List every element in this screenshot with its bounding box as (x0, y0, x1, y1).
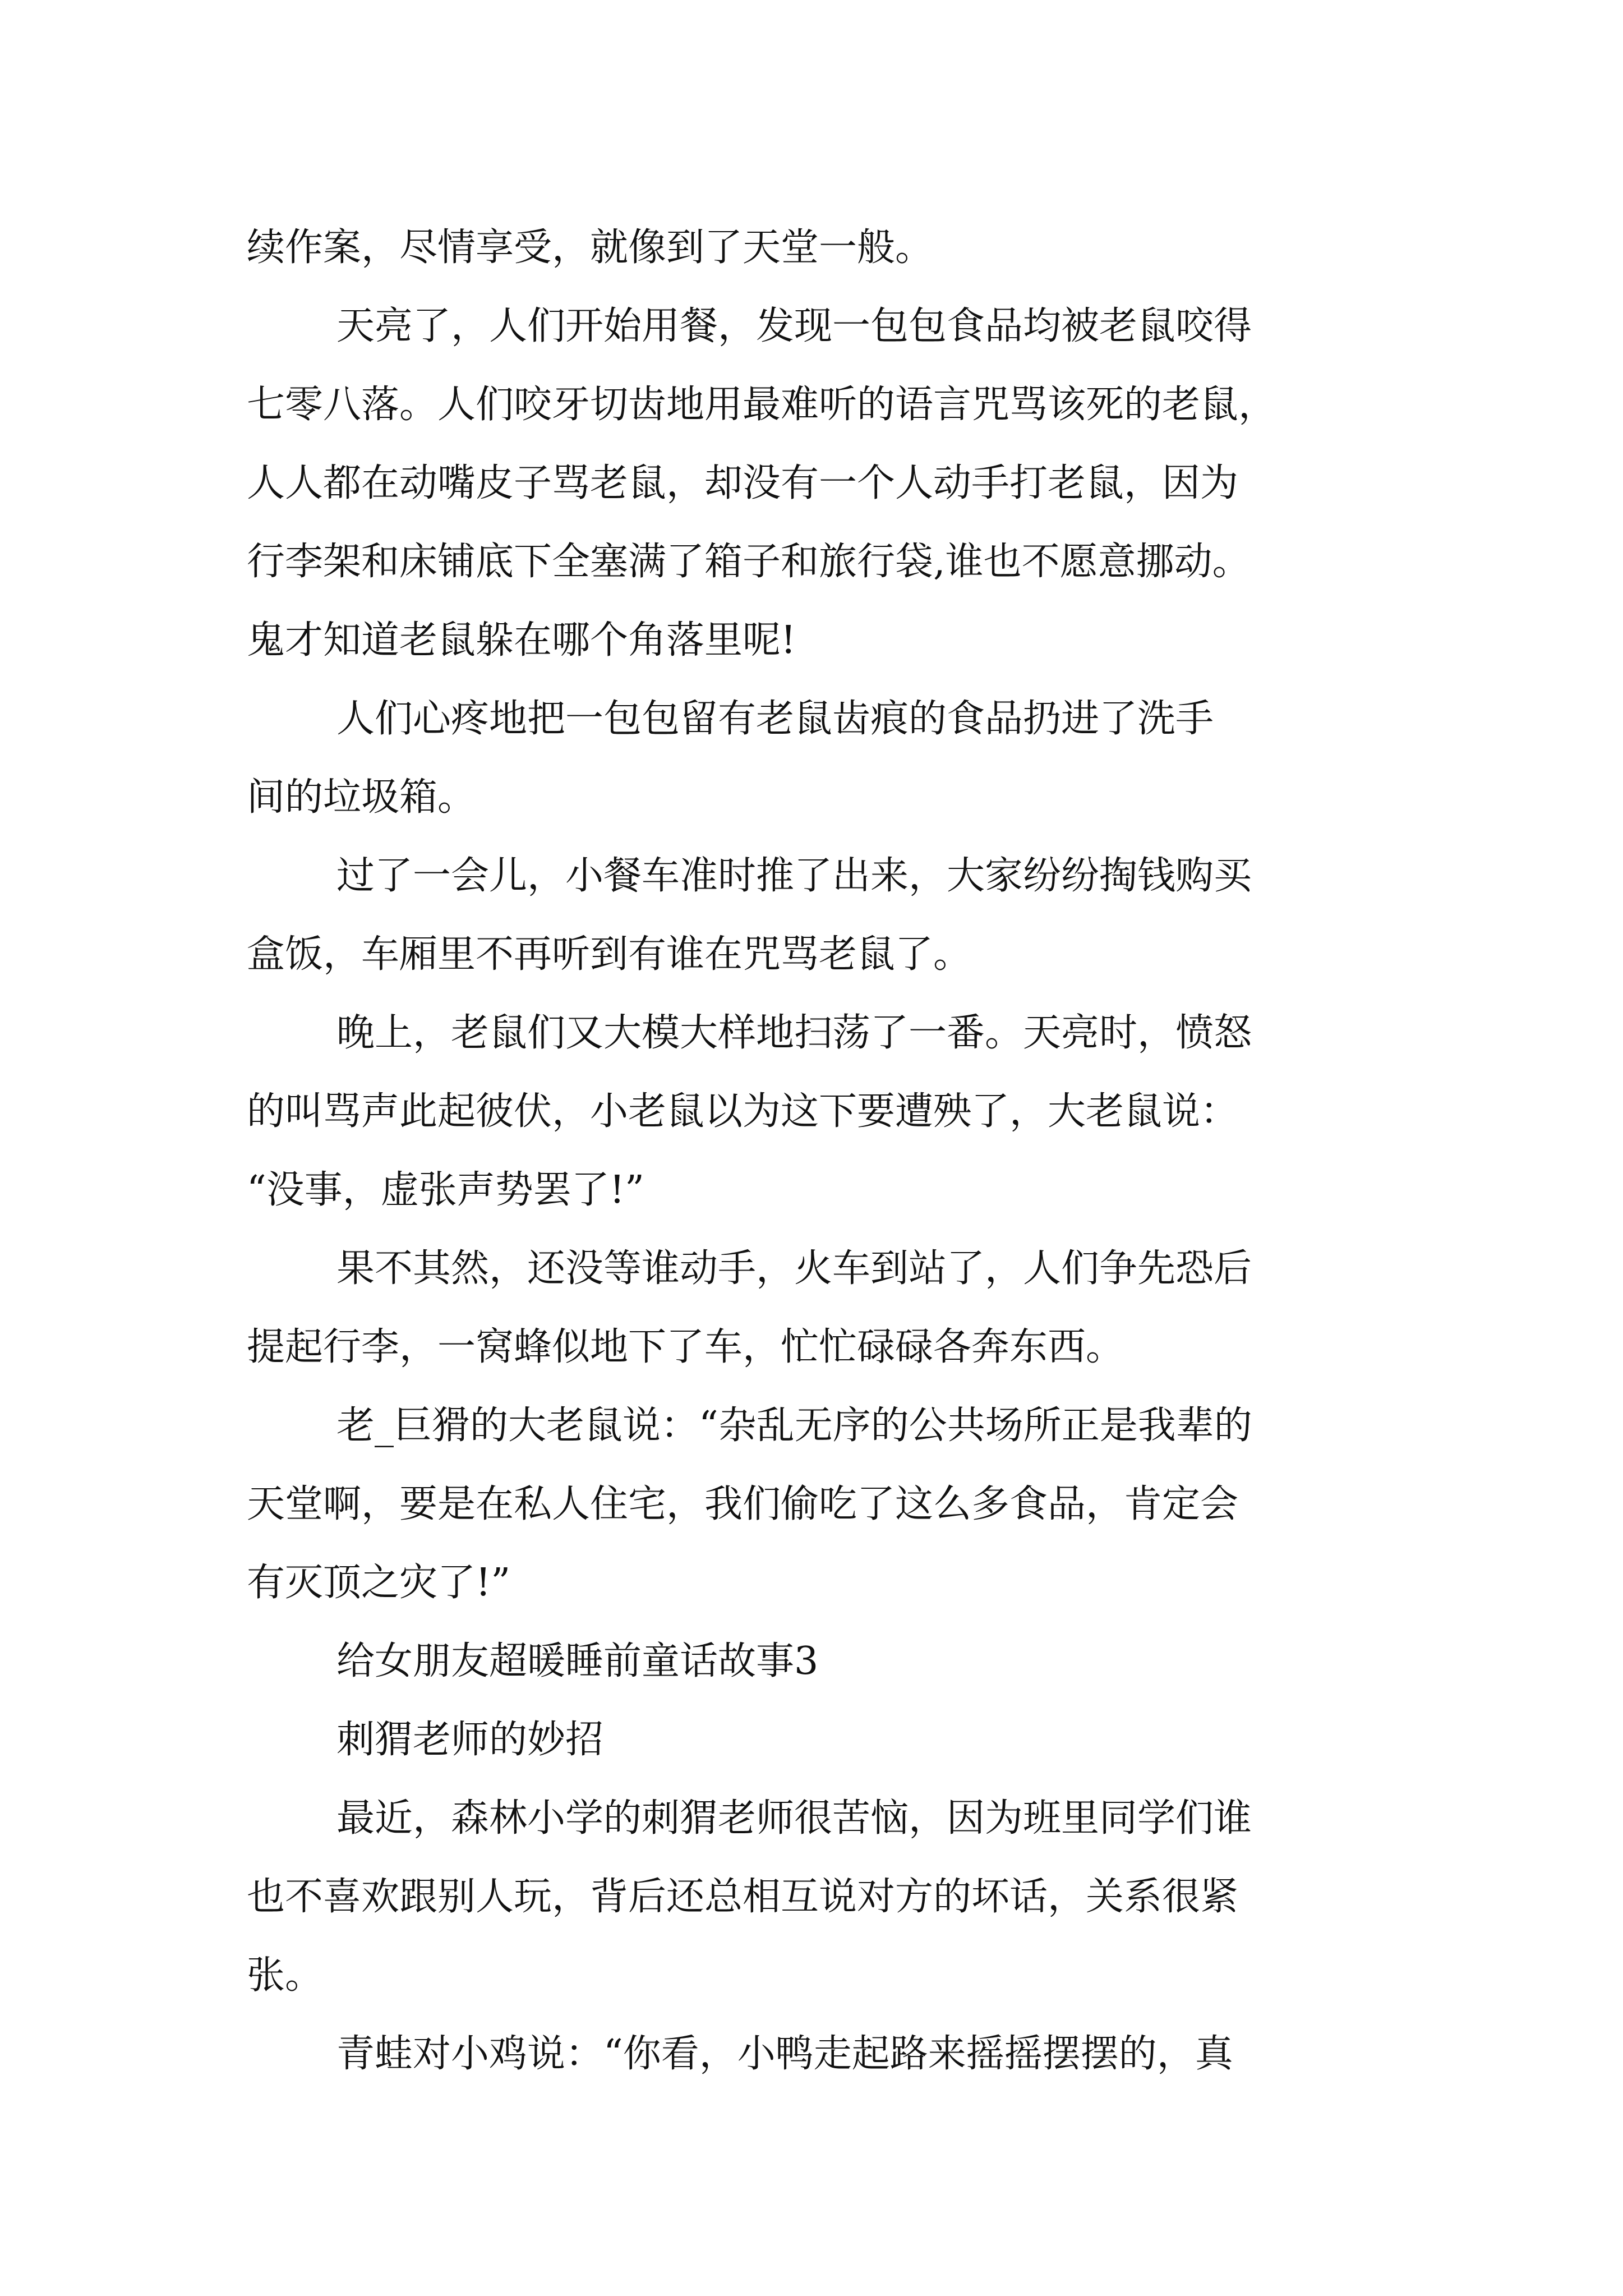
text-line: 提起行李，一窝蜂似地下了车，忙忙碌碌各奔东西。 (247, 1325, 1124, 1369)
text-line: 续作案，尽情享受，就像到了天堂一般。 (247, 226, 934, 270)
text-line: 七零八落。人们咬牙切齿地用最难听的语言咒骂该死的老鼠， (247, 383, 1277, 427)
text-line: 鬼才知道老鼠躲在哪个角落里呢! (247, 618, 796, 662)
paragraph-start: 青蛙对小鸡说：“你看，小鸭走起路来摇摇摆摆的，真 (336, 2032, 1233, 2076)
paragraph-start: 晚上，老鼠们又大模大样地扫荡了一番。天亮时，愤怒 (336, 1011, 1252, 1055)
text-line: 间的垃圾箱。 (247, 775, 476, 820)
paragraph-start: 老_巨猾的大老鼠说：“杂乱无序的公共场所正是我辈的 (336, 1404, 1252, 1448)
text-line: 行李架和床铺底下全塞满了箱子和旅行袋,谁也不愿意挪动。 (247, 540, 1251, 584)
paragraph-start: 过了一会儿，小餐车准时推了出来，大家纷纷掏钱购买 (336, 854, 1252, 898)
text-line: 张。 (247, 1953, 324, 1998)
paragraph-start: 天亮了，人们开始用餐，发现一包包食品均被老鼠咬得 (336, 304, 1252, 348)
text-line: 人人都在动嘴皮子骂老鼠，却没有一个人动手打老鼠，因为 (247, 461, 1239, 505)
text-line: 天堂啊，要是在私人住宅，我们偷吃了这么多食品，肯定会 (247, 1482, 1239, 1526)
paragraph-start: 果不其然，还没等谁动手，火车到站了，人们争先恐后 (336, 1246, 1252, 1291)
text-line: 也不喜欢跟别人玩，背后还总相互说对方的坏话，关系很紧 (247, 1875, 1239, 1919)
story-heading: 给女朋友超暖睡前童话故事3 (336, 1639, 819, 1683)
story-title: 刺猬老师的妙招 (336, 1718, 604, 1762)
text-line: 盒饭，车厢里不再听到有谁在咒骂老鼠了。 (247, 932, 972, 977)
text-line: 的叫骂声此起彼伏，小老鼠以为这下要遭殃了，大老鼠说： (247, 1089, 1239, 1134)
text-line: “没事，虚张声势罢了!” (247, 1168, 644, 1212)
paragraph-start: 人们心疼地把一包包留有老鼠齿痕的食品扔进了洗手 (336, 697, 1214, 741)
text-line: 有灭顶之灾了!” (247, 1561, 511, 1605)
paragraph-start: 最近，森林小学的刺猬老师很苦恼，因为班里同学们谁 (336, 1796, 1252, 1841)
